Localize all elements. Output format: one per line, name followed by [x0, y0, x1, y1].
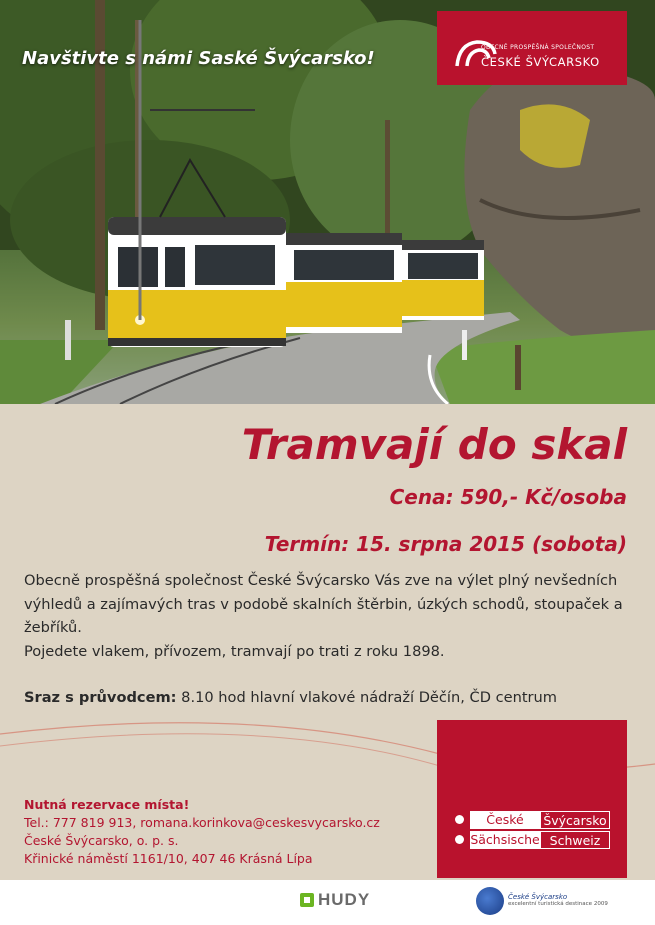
contact-address: Křinické náměstí 1161/10, 407 46 Krásná Lípa: [24, 851, 313, 866]
hero-tagline: Navštivte s námi Saské Švýcarsko!: [22, 48, 375, 69]
event-title: Tramvají do skal: [241, 420, 627, 469]
hudy-square-icon: [300, 893, 314, 907]
description-paragraph: Obecně prospěšná společnost České Švýcarsko Vás zve na výlet plný nevšedních výhledů a zajímavých tras v podobě skalních štěrbin, úzkých schodů, stoupaček a žebříků.: [24, 572, 623, 636]
region-logo-cz: [470, 811, 610, 829]
reservation-heading: Nutná rezervace místa!: [24, 797, 190, 812]
partner-logo-name: České Švýcarsko: [508, 893, 568, 901]
region-logo-cz-right: Švýcarsko: [540, 811, 610, 829]
partner-logo-sub: excelentní turistická destinace 2009: [508, 901, 608, 907]
meeting-info: [24, 689, 557, 706]
description-paragraph: Pojedete vlakem, přívozem, tramvají po trati z roku 1898.: [24, 642, 445, 660]
region-logo-de-left: Sächsische: [470, 832, 540, 847]
region-logo-de: [470, 831, 610, 849]
region-logo-cz-left: České: [470, 811, 540, 829]
meeting-label: Sraz s průvodcem:: [24, 689, 177, 706]
region-logo-de-right: Schweiz: [540, 831, 610, 849]
bullet-icon: [455, 815, 464, 824]
hudy-logo: [300, 890, 370, 910]
event-price: Cena: 590,- Kč/osoba: [389, 485, 627, 509]
logo-title: ČESKÉ ŠVÝCARSKO: [481, 55, 600, 69]
globe-icon: [476, 887, 504, 915]
region-logo-box: [437, 720, 627, 878]
partner-logo-text: [508, 893, 608, 907]
bullet-icon: [455, 835, 464, 844]
contact-organization: České Švýcarsko, o. p. s.: [24, 833, 179, 848]
contact-block: [24, 796, 380, 868]
meeting-text: 8.10 hod hlavní vlakové nádraží Děčín, ČD centrum: [176, 689, 558, 706]
contact-phone-email[interactable]: Tel.: 777 819 913, romana.korinkova@ceskesvycarsko.cz: [24, 815, 380, 830]
logo-subtitle: OBECNĚ PROSPĚŠNÁ SPOLEČNOST: [481, 44, 595, 51]
event-description: [24, 569, 639, 663]
event-date: Termín: 15. srpna 2015 (sobota): [264, 532, 627, 556]
hudy-logo-text: HUDY: [318, 890, 371, 909]
